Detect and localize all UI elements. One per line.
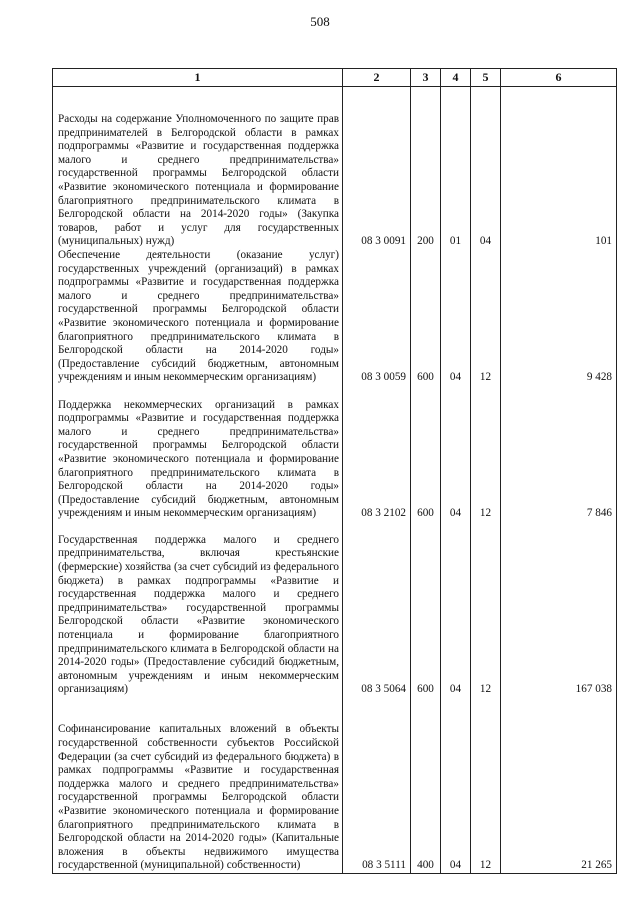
row-section: 04 — [441, 249, 471, 385]
row-description: Расходы на содержание Уполномоченного по защите прав предпринимателей в Белгородской области в рамках подпрограммы «Развитие и государственная поддержка малого и среднего предпринимательства» государственной программы Белгородской области «Развитие экономического потенциала и формирование благоприятного предпринимательского климата в Белгородской области на 2014-2020 годы» (Закупка товаров, работ и услуг для государственных (муниципальных) нужд) — [53, 87, 343, 250]
row-target-code: 08 3 0059 — [343, 249, 411, 385]
row-expense-type: 600 — [411, 521, 441, 697]
row-target-code: 08 3 0091 — [343, 87, 411, 250]
header-amount: 6 — [501, 69, 617, 87]
row-amount: 7 846 — [501, 385, 617, 521]
row-amount: 101 — [501, 87, 617, 250]
row-subsection: 04 — [471, 87, 501, 250]
row-target-code: 08 3 2102 — [343, 385, 411, 521]
row-subsection: 12 — [471, 521, 501, 697]
budget-table — [52, 68, 617, 874]
row-section: 04 — [441, 521, 471, 697]
row-target-code: 08 3 5111 — [343, 697, 411, 874]
header-expense-type: 3 — [411, 69, 441, 87]
page-number: 508 — [310, 14, 330, 29]
row-amount: 21 265 — [501, 697, 617, 874]
row-amount: 167 038 — [501, 521, 617, 697]
row-section: 01 — [441, 87, 471, 250]
row-subsection: 12 — [471, 385, 501, 521]
row-subsection: 12 — [471, 697, 501, 874]
row-description: Обеспечение деятельности (оказание услуг) государственных учреждений (организаций) в рамках подпрограммы «Развитие и государственная поддержка малого и среднего предпринимательства» государственной программы Белгородской области «Развитие экономического потенциала и формирование благоприятного предпринимательского климата в Белгородской области на 2014-2020 годы» (Предоставление субсидий бюджетным, автономным учреждениям и иным некоммерческим организациям) — [53, 249, 343, 385]
row-expense-type: 400 — [411, 697, 441, 874]
header-section: 4 — [441, 69, 471, 87]
row-subsection: 12 — [471, 249, 501, 385]
table-header-row — [53, 69, 617, 87]
row-description: Софинансирование капитальных вложений в объекты государственной собственности субъектов Российской Федерации (за счет субсидий из федерального бюджета) в рамках подпрограммы «Развитие и государственная поддержка малого и среднего предпринимательства» государственной программы Белгородской области «Развитие экономического потенциала и формирование благоприятного предпринимательского климата в Белгородской области на 2014-2020 годы» (Капитальные вложения в объекты недвижимого имущества государственной (муниципальной) собственности) — [53, 697, 343, 874]
row-expense-type: 600 — [411, 249, 441, 385]
row-description: Государственная поддержка малого и среднего предпринимательства, включая крестьянские (фермерские) хозяйства (за счет субсидий из федерального бюджета) в рамках подпрограммы «Развитие и государственная поддержка малого и среднего предпринимательства» государственной программы Белгородской области «Развитие экономического потенциала и формирование благоприятного предпринимательского климата в Белгородской области на 2014-2020 годы» (Предоставление субсидий бюджетным, автономным учреждениям и иным некоммерческим организациям) — [53, 521, 343, 697]
table-row — [53, 87, 617, 250]
table-row — [53, 249, 617, 385]
table-row — [53, 385, 617, 521]
header-subsection: 5 — [471, 69, 501, 87]
row-section: 04 — [441, 697, 471, 874]
row-target-code: 08 3 5064 — [343, 521, 411, 697]
header-description: 1 — [53, 69, 343, 87]
table-row — [53, 521, 617, 697]
row-expense-type: 200 — [411, 87, 441, 250]
row-amount: 9 428 — [501, 249, 617, 385]
row-expense-type: 600 — [411, 385, 441, 521]
header-target-code: 2 — [343, 69, 411, 87]
table-row — [53, 697, 617, 874]
row-description: Поддержка некоммерческих организаций в рамках подпрограммы «Развитие и государственная поддержка малого и среднего предпринимательства» государственной программы Белгородской области «Развитие экономического потенциала и формирование благоприятного предпринимательского климата в Белгородской области на 2014-2020 годы» (Предоставление субсидий бюджетным, автономным учреждениям и иным некоммерческим организациям) — [53, 385, 343, 521]
row-section: 04 — [441, 385, 471, 521]
